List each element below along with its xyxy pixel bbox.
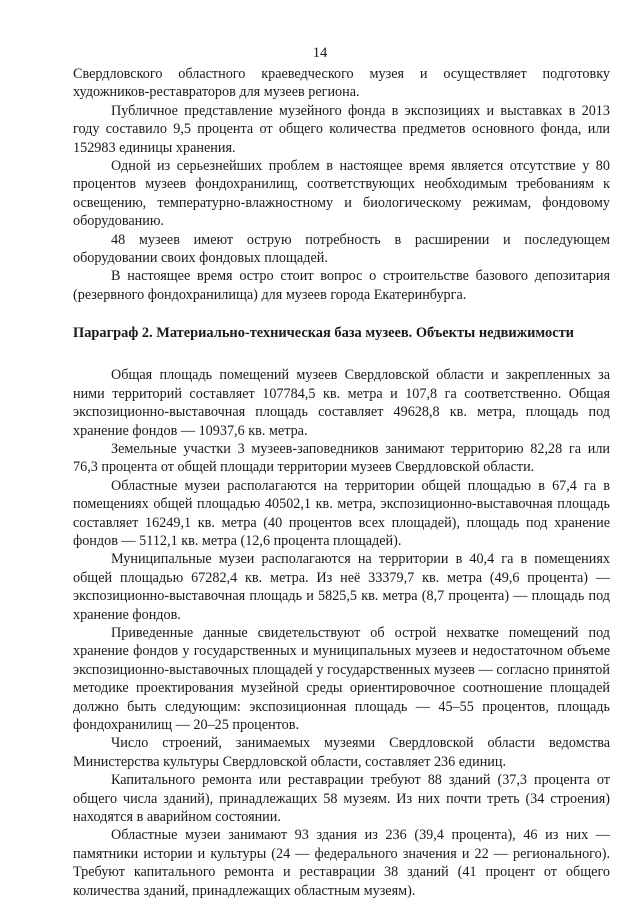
page-number: 14 xyxy=(312,45,328,61)
paragraph: Число строений, занимаемых музеями Свердловской области ведомства Министерства культуры Свердловской области, составляет 236 единиц. xyxy=(73,735,610,770)
document-body xyxy=(73,65,610,900)
paragraph: Земельные участки 3 музеев-заповедников занимают территорию 82,28 га или 76,3 процента от общей площади территории музеев Свердловской области. xyxy=(73,440,610,476)
paragraph: Общая площадь помещений музеев Свердловской области и закрепленных за ними территорий составляет 107784,5 кв. метра и 107,8 га соответственно. Общая экспозиционно-выставочная площадь составляет 49628,8 кв. метра, площадь под хранение фондов — 10937,6 кв. метра. xyxy=(73,367,610,439)
section-heading: Параграф 2. Материально-техническая база музеев. Объекты недвижимости xyxy=(73,325,574,342)
paragraph: В настоящее время остро стоит вопрос о строительстве базового депозитария (резервного фондохранилища) для музеев города Екатеринбурга. xyxy=(73,268,610,303)
paragraph: Муниципальные музеи располагаются на территории в 40,4 га в помещениях общей площадью 67282,4 кв. метра. Из неё 33379,7 кв. метра (49,6 процента) — экспозиционно-выставочная площадь и 5825,5 кв. метра (8,7 процента) — площадь под хранение фондов. xyxy=(73,551,610,623)
paragraph: Областные музеи располагаются на территории общей площадью в 67,4 га в помещениях общей площадью 40502,1 кв. метра, экспозиционно-выставочная площадь составляет 16249,1 кв. метра (40 процентов всех площадей), площадь под хранение фондов — 5112,1 кв. метра (12,6 процента площадей). xyxy=(73,477,610,549)
paragraph: Областные музеи занимают 93 здания из 236 (39,4 процента), 46 из них — памятники истории и культуры (24 — федерального значения и 22 — регионального). Требуют капитального ремонта и реставрации 38 зданий (41 процент от общего количества зданий, принадлежащих областным музеям). xyxy=(73,827,610,899)
paragraph: Свердловского областного краеведческого музея и осуществляет подготовку художников-реставраторов для музеев региона. xyxy=(73,66,610,101)
paragraph: 48 музеев имеют острую потребность в расширении и последующем оборудовании своих фондовых площадей. xyxy=(73,231,610,267)
paragraph: Публичное представление музейного фонда в экспозициях и выставках в 2013 году составило 9,5 процента от общего количества предметов основного фонда, или 152983 единицы хранения. xyxy=(73,102,610,156)
paragraph: Капитального ремонта или реставрации требуют 88 зданий (37,3 процента от общего числа зданий), принадлежащих 58 музеям. Из них почти треть (34 строения) находятся в аварийном состоянии. xyxy=(73,772,610,826)
paragraph: Одной из серьезнейших проблем в настоящее время является отсутствие у 80 процентов музеев фондохранилищ, соответствующих необходимым требованиям к освещению, температурно-влажностному и биологическому режимам, фондовому оборудованию. xyxy=(73,158,610,230)
paragraph: Приведенные данные свидетельствуют об острой нехватке помещений под хранение фондов у государственных и муниципальных музеев и недостаточном объеме экспозиционно-выставочных площадей у государственных музеев — согласно принятой методике проектирования музейной среды ориентировочное соотношение площадей должно быть следующим: экспозиционная площадь — 45–55 процентов, площадь фондохранилищ — 20–25 процентов. xyxy=(73,624,610,733)
